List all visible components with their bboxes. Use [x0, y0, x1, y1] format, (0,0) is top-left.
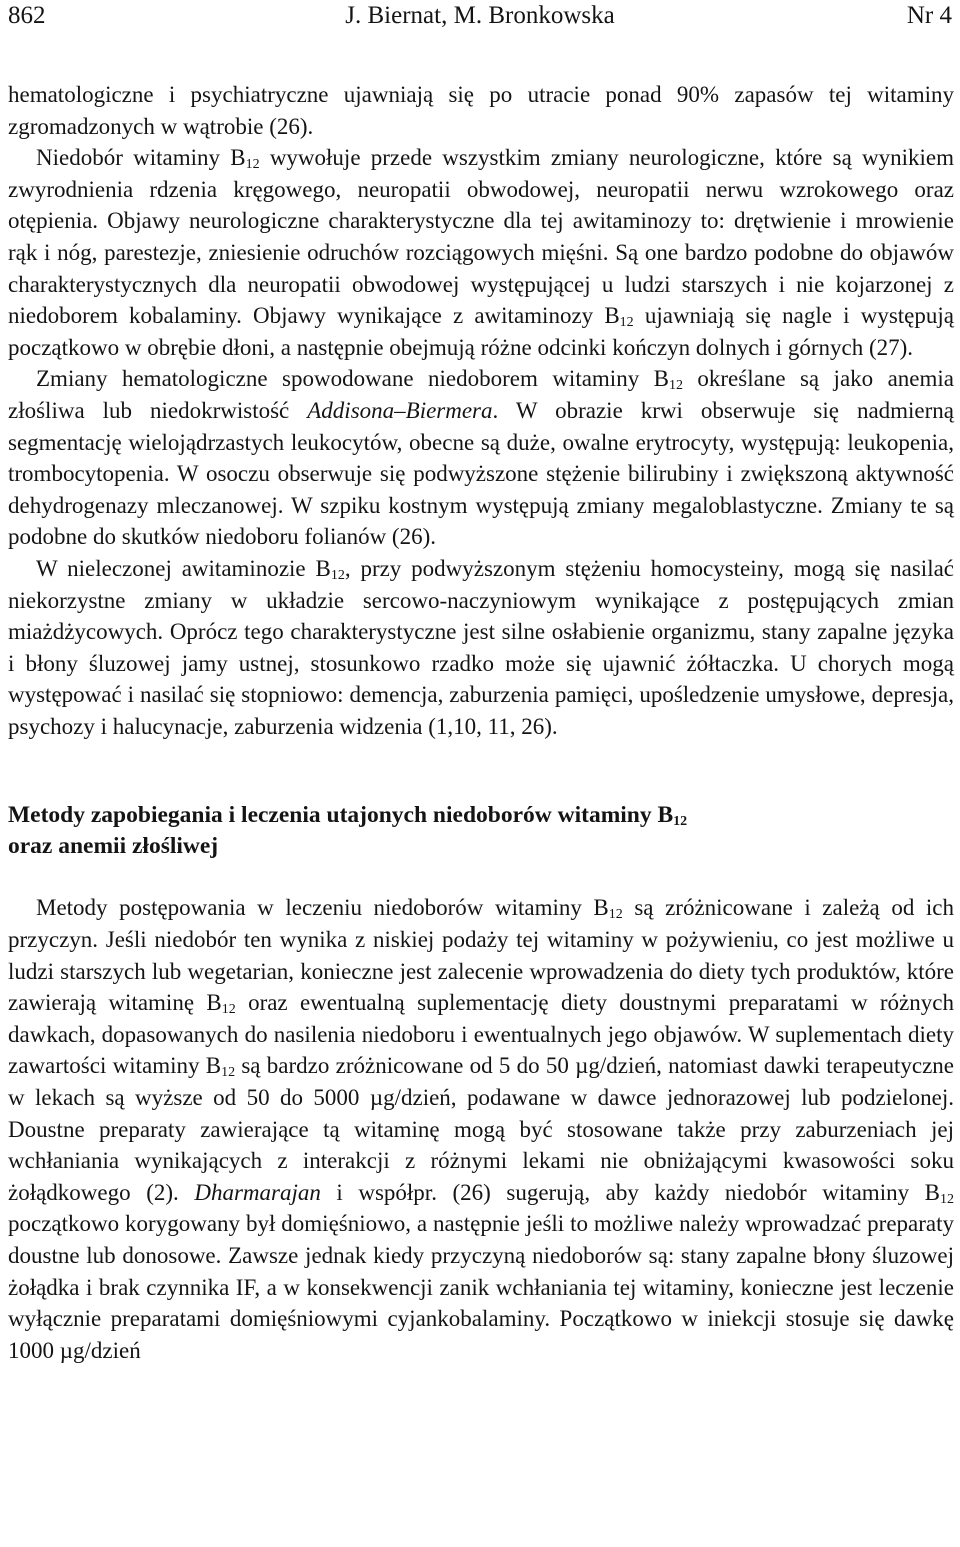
paragraph-continuation	[8, 79, 954, 142]
issue-number: Nr 4	[906, 2, 952, 29]
subscript: 12	[619, 315, 634, 331]
paragraph-text: są bardzo zróżnicowane od 5 do 50 µg/dzień, natomiast dawki terapeutyczne w lekach są wyższe od 50 do 5000 µg/dzień, podawane w dawce jednorazowej lub podzielonej. Doustne preparaty zawierające tą witaminę mogą być stosowane także przy zaburzeniach jej wchłaniania wynikających z interakcji z różnymi lekami nie obniżającymi kwasowości soku żołądkowego (2).	[8, 1053, 954, 1205]
heading-line-1	[8, 802, 687, 828]
paragraph-text: ujawniają się nagle i występują początkowo w obrębie dłoni, a następnie obejmują różne odcinki kończyn dolnych i górnych (27).	[8, 303, 954, 360]
paragraph-text: , przy podwyższonym stężeniu homocysteiny, mogą się nasilać niekorzystne zmiany w układzie sercowo-naczyniowym wynikające z postępujących zmian miażdżycowych. Oprócz tego charakterystyczne jest silne osłabienie organizmu, stany zapalne języka i błony śluzowej jamy ustnej, stosunkowo rzadko może się ujawnić żółtaczka. U chorych mogą występować i nasilać się stopniowo: demencja, zaburzenia pamięci, upośledzenie umysłowe, depresja, psychozy i halucynacje, zaburzenia widzenia (1,10, 11, 26).	[8, 555, 954, 739]
paragraph-text: hematologiczne i psychiatryczne ujawniają się po utracie ponad 90% zapasów tej witaminy zgromadzonych w wątrobie (26).	[8, 82, 954, 139]
subscript: 12	[330, 567, 345, 583]
paragraph-text: początkowo korygowany był domięśniowo, a następnie jeśli to możliwe należy wprowadzać preparaty doustne lub donosowe. Zawsze jednak kiedy przyczyną niedoborów są: stany zapalne błony śluzowej żołądka i brak czynnika IF, a w konsekwencji zanik wchłaniania tej witaminy, konieczne jest leczenie wyłącznie preparatami domięśniowymi cyjankobalaminy. Początkowo w iniekcji stosuje się dawkę 1000 µg/dzień	[8, 1211, 954, 1363]
subscript: 12	[221, 1065, 236, 1081]
paragraph-text: . W obrazie krwi obserwuje się nadmierną segmentację wielojądrzastych leukocytów, obecne są duże, owalne erytrocyty, występują: leukopenia, trombocytopenia. W osoczu obserwuje się podwyższone stężenie bilirubiny i zwiększoną aktywność dehydrogenazy mleczanowej. W szpiku kostnym występują zmiany megaloblastyczne. Zmiany te są podobne do skutków niedoboru folianów (26).	[8, 397, 955, 550]
running-authors: J. Biernat, M. Bronkowska	[345, 2, 615, 29]
page-number: 862	[8, 2, 46, 29]
paragraph-hematological	[8, 363, 954, 553]
paragraph-text: Zmiany hematologiczne spowodowane niedoborem witaminy B	[36, 366, 669, 392]
subscript: 12	[608, 907, 623, 923]
paragraph-text: wywołuje przede wszystkim zmiany neurologiczne, które są wynikiem zwyrodnienia rdzenia kręgowego, neuropatii obwodowej, neuropatii nerwu wzrokowego oraz otępienia. Objawy neurologiczne charakterystyczne dla tej awitaminozy to: drętwienie i mrowienie rąk i nóg, parestezje, zniesienie odruchów rozciągowych mięśni. Są one bardzo podobne do objawów charakterystycznych dla neuropatii obwodowej występującej u ludzi starszych i nie kojarzonej z niedoborem kobalaminy. Objawy wynikające z awitaminozy B	[8, 145, 955, 329]
article-body	[8, 79, 954, 1366]
running-header	[8, 0, 952, 32]
paragraph-text: i współpr. (26) sugerują, aby każdy niedobór witaminy B	[320, 1179, 940, 1205]
paragraph-neurological	[8, 142, 954, 363]
paragraph-untreated	[8, 553, 954, 743]
paragraph-text: określane są jako anemia złośliwa lub niedokrwistość	[8, 366, 954, 423]
paragraph-text: Metody postępowania w leczeniu niedoborów witaminy B	[36, 895, 609, 921]
section-heading	[8, 800, 954, 862]
heading-line-2: oraz anemii złośliwej	[8, 833, 219, 860]
paragraph-text: są zróżnicowane i zależą od ich przyczyn. Jeśli niedobór ten wynika z niskiej podaży tej witaminy w pożywieniu, co jest możliwe u ludzi starszych lub wegetarian, konieczne jest zalecenie wprowadzenia do diety tych produktów, które zawierają witaminę B	[8, 895, 954, 1016]
subscript: 12	[245, 157, 260, 173]
paragraph-text: oraz ewentualną suplementację diety doustnymi preparatami w różnych dawkach, dopasowanych do nasilenia niedoboru i ewentualnych jego objawów. W suplementach diety zawartości witaminy B	[8, 990, 954, 1079]
paragraph-text: Niedobór witaminy B	[36, 145, 246, 171]
paragraph-treatment	[8, 892, 954, 1366]
subscript: 12	[668, 378, 683, 394]
subscript: 12	[940, 1191, 954, 1207]
heading-text: Metody zapobiegania i leczenia utajonych niedoborów witaminy B	[8, 802, 674, 829]
subscript: 12	[221, 1002, 236, 1018]
italic-name: Dharmarajan	[194, 1179, 321, 1205]
subscript: 12	[673, 814, 688, 830]
paragraph-text: W nieleczonej awitaminozie B	[36, 555, 331, 581]
italic-name: Addisona–Biermera	[307, 397, 493, 423]
